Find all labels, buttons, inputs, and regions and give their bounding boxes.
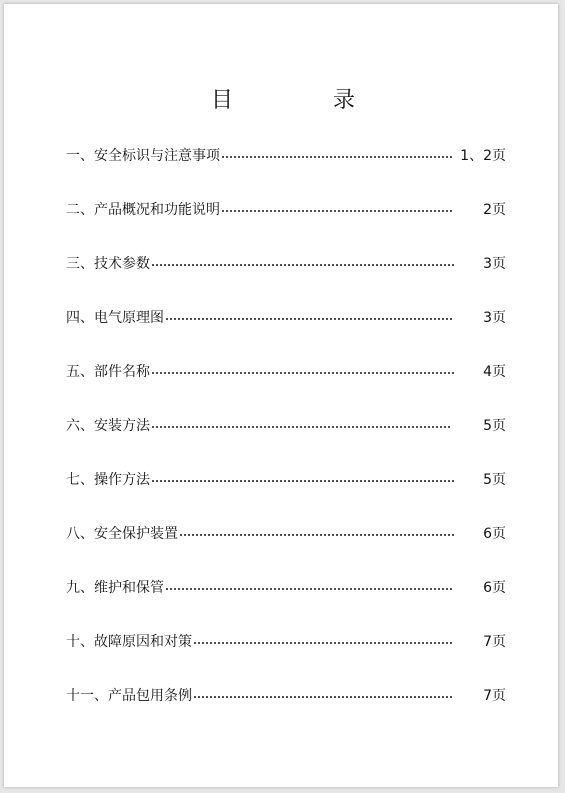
toc-entry-label: 五、部件名称 <box>66 364 150 380</box>
toc-entry-label: 十一、产品包用条例 <box>66 688 192 704</box>
toc-entry-label: 六、安装方法 <box>66 418 150 434</box>
toc-entry[interactable] <box>66 306 506 360</box>
toc-entry[interactable] <box>66 630 506 684</box>
toc-entry-page: 1、2页 <box>460 148 506 164</box>
toc-entry-label: 七、操作方法 <box>66 472 150 488</box>
dot-leader <box>151 372 454 374</box>
toc-entry-label: 八、安全保护装置 <box>66 526 178 542</box>
toc-entry-label: 二、产品概况和功能说明 <box>66 202 220 218</box>
dot-leader <box>165 588 454 590</box>
dot-leader <box>193 696 454 698</box>
toc-entry-page: 5页 <box>483 418 506 434</box>
toc-entry-label: 三、技术参数 <box>66 256 150 272</box>
toc-entry-page: 3页 <box>483 310 506 326</box>
toc-entry-label: 九、维护和保管 <box>66 580 164 596</box>
toc-entry[interactable] <box>66 360 506 414</box>
toc-entry[interactable] <box>66 414 506 468</box>
toc-entry-label: 十、故障原因和对策 <box>66 634 192 650</box>
dot-leader <box>165 318 454 320</box>
toc-entry[interactable] <box>66 252 506 306</box>
toc-entry[interactable] <box>66 468 506 522</box>
toc-entry-label: 一、安全标识与注意事项 <box>66 148 220 164</box>
table-of-contents <box>66 144 506 738</box>
toc-entry[interactable] <box>66 684 506 738</box>
toc-entry-page: 3页 <box>483 256 506 272</box>
document-page <box>4 4 558 787</box>
dot-leader <box>193 642 454 644</box>
toc-entry-page: 2页 <box>483 202 506 218</box>
toc-entry-page: 5页 <box>483 472 506 488</box>
toc-entry[interactable] <box>66 198 506 252</box>
dot-leader <box>151 264 454 266</box>
dot-leader <box>151 480 454 482</box>
dot-leader <box>151 426 450 428</box>
dot-leader <box>179 534 454 536</box>
toc-entry-page: 7页 <box>483 688 506 704</box>
toc-entry[interactable] <box>66 576 506 630</box>
dot-leader <box>221 156 454 158</box>
title-char-2: 录 <box>333 88 356 113</box>
toc-entry[interactable] <box>66 144 506 198</box>
toc-entry-label: 四、电气原理图 <box>66 310 164 326</box>
title-char-1: 目 <box>211 88 234 113</box>
dot-leader <box>221 210 454 212</box>
toc-entry-page: 4页 <box>483 364 506 380</box>
page-title <box>4 86 558 116</box>
toc-entry[interactable] <box>66 522 506 576</box>
toc-entry-page: 6页 <box>483 580 506 596</box>
toc-entry-page: 6页 <box>483 526 506 542</box>
toc-entry-page: 7页 <box>483 634 506 650</box>
